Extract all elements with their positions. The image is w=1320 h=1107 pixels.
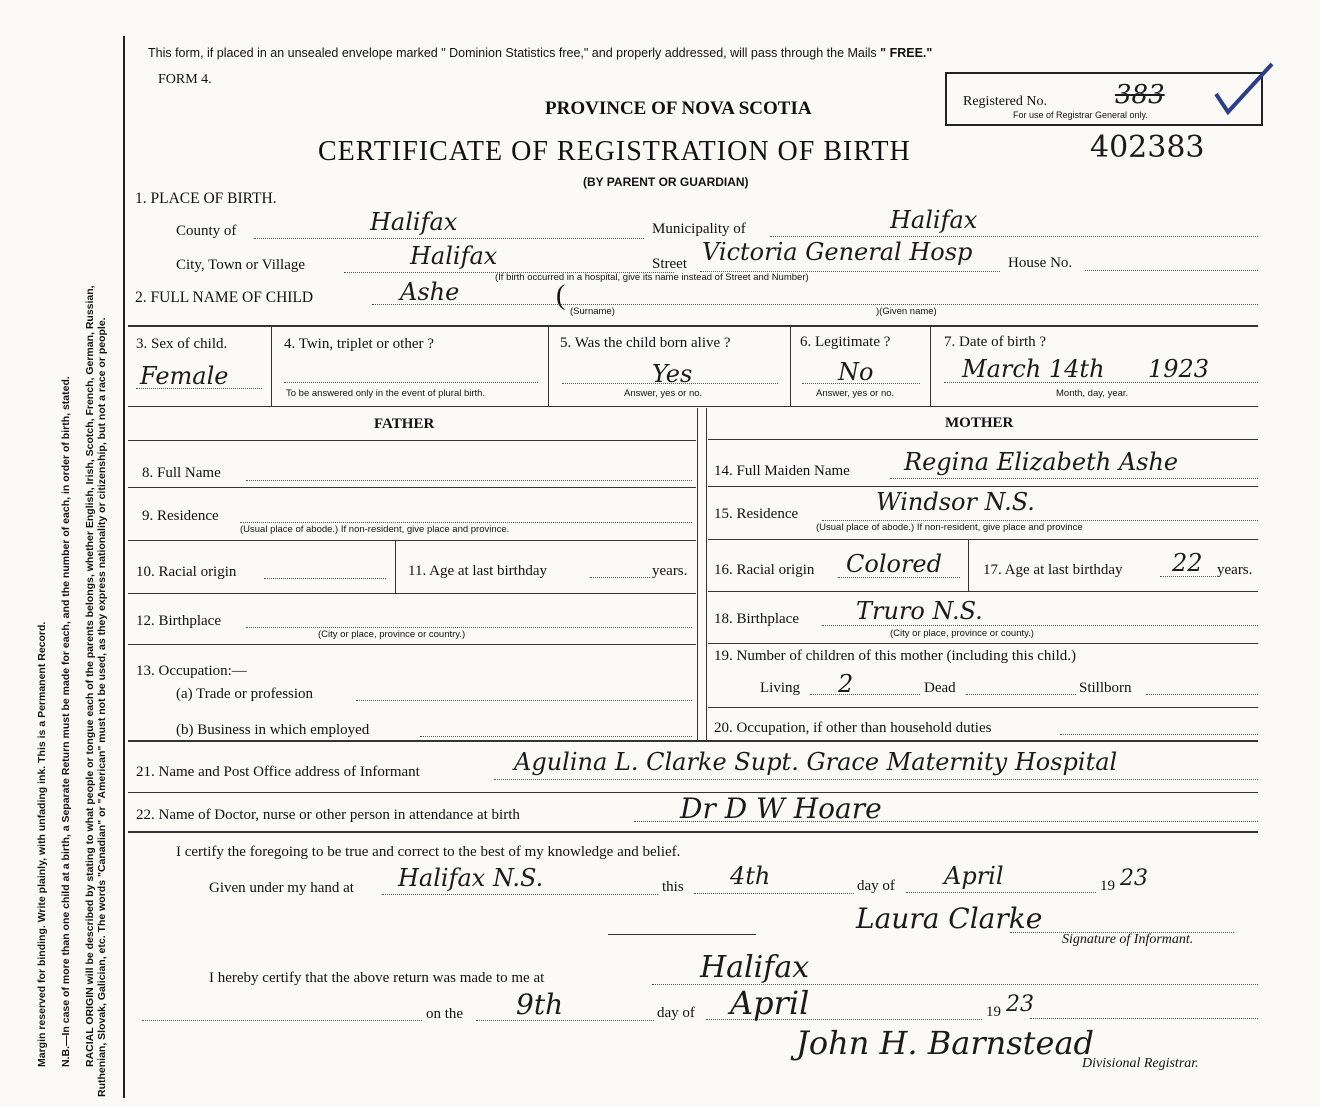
signature-rule [608, 934, 756, 935]
registered-value: 383 [1115, 80, 1165, 110]
county-label: County of [176, 223, 237, 239]
mother-age-value: 22 [1172, 549, 1203, 577]
year-prefix: 19 [1100, 878, 1115, 894]
margin-note-3: RACIAL ORIGIN will be described by stating to what people or tongue each of the parents belongs, whether English, Irish, Scotch, French, German, Russian, [84, 285, 96, 1067]
registrar-place: Halifax [700, 950, 810, 985]
doctor-label: 22. Name of Doctor, nurse or other person in attendance at birth [136, 807, 520, 823]
reg-year: 23 [1006, 992, 1034, 1017]
certificate-number: 402383 [1090, 130, 1205, 165]
dob-year: 1923 [1148, 355, 1210, 383]
col-div-parents-a [697, 408, 698, 740]
certificate-title: CERTIFICATE OF REGISTRATION OF BIRTH [318, 136, 911, 167]
father-residence-note: (Usual place of abode.) If non-resident, give place and province. [240, 524, 510, 535]
col-div-3 [790, 327, 791, 406]
municipality-line [770, 236, 1258, 237]
mother-birthplace-line [822, 625, 1258, 626]
mother-stillborn-line [1146, 694, 1258, 695]
province-heading: PROVINCE OF NOVA SCOTIA [545, 98, 812, 119]
this-label: this [662, 879, 684, 895]
house-line [1085, 270, 1258, 271]
month-line [906, 892, 1096, 893]
mother-occupation-label: 20. Occupation, if other than household duties [714, 720, 992, 736]
rule-m-2 [708, 486, 1258, 487]
mother-residence-line [822, 520, 1258, 521]
year-value: 23 [1120, 866, 1148, 891]
mother-birthplace-value: Truro N.S. [856, 597, 983, 625]
reg-year-line [1030, 1018, 1258, 1019]
col-div-4 [930, 327, 931, 406]
father-birthplace-line [246, 627, 692, 628]
father-age-label: 11. Age at last birthday [408, 563, 547, 579]
mother-dead-label: Dead [924, 680, 956, 696]
col-div-1 [271, 327, 272, 406]
rule-bottom-row [128, 406, 1258, 407]
mother-name-line [890, 478, 1258, 479]
father-occupation-label: 13. Occupation:— [136, 663, 247, 679]
county-line [254, 238, 644, 239]
street-note: (If birth occurred in a hospital, give its name instead of Street and Number) [495, 272, 809, 283]
child-name-line [372, 304, 1258, 305]
twin-label: 4. Twin, triplet or other ? [284, 336, 434, 352]
registrar-signature: John H. Barnstead [796, 1024, 1095, 1062]
col-div-parents-b [706, 408, 707, 740]
mother-name-value: Regina Elizabeth Ashe [904, 448, 1179, 476]
surname-note: (Surname) [570, 306, 615, 317]
rule-f-3 [128, 540, 696, 541]
mother-racial-label: 16. Racial origin [714, 562, 815, 578]
day-value: 4th [730, 862, 771, 890]
certificate-subtitle: (BY PARENT OR GUARDIAN) [583, 175, 749, 189]
given-label: Given under my hand at [209, 880, 354, 896]
day-line [694, 893, 854, 894]
month-value: April [944, 862, 1004, 890]
mother-residence-label: 15. Residence [714, 506, 799, 522]
legit-note: Answer, yes or no. [816, 388, 895, 399]
on-the-label: on the [426, 1006, 464, 1022]
alive-line [562, 383, 778, 384]
informant-line [494, 779, 1258, 780]
dob-note: Month, day, year. [1056, 388, 1129, 399]
mother-heading: MOTHER [945, 415, 1014, 431]
mother-birthplace-note: (City or place, province or county.) [890, 628, 1034, 639]
mother-living-value: 2 [838, 670, 854, 698]
registrar-left-line [142, 1020, 422, 1021]
child-name-label: 2. FULL NAME OF CHILD [135, 289, 314, 306]
father-name-label: 8. Full Name [142, 465, 221, 481]
informant-label: 21. Name and Post Office address of Informant [136, 764, 420, 780]
municipality-label: Municipality of [652, 221, 746, 237]
sex-line [136, 388, 262, 389]
sex-label: 3. Sex of child. [136, 336, 228, 352]
father-residence-label: 9. Residence [142, 508, 219, 524]
house-label: House No. [1008, 255, 1073, 271]
margin-note-1: Margin reserved for binding. Write plainly, with unfading ink. This is a Permanent Record. [36, 621, 48, 1067]
form-number: FORM 4. [158, 72, 212, 87]
legit-label: 6. Legitimate ? [800, 334, 891, 350]
father-racial-label: 10. Racial origin [136, 564, 237, 580]
father-heading: FATHER [374, 416, 435, 432]
col-div-age-f [395, 541, 396, 593]
mother-living-label: Living [760, 680, 800, 696]
col-div-2 [548, 327, 549, 406]
mother-residence-value: Windsor N.S. [876, 488, 1035, 516]
rule-f-1 [128, 440, 696, 441]
legit-line [802, 383, 920, 384]
col-div-age-m [968, 540, 969, 591]
mother-birthplace-label: 18. Birthplace [714, 611, 799, 627]
mother-age-unit: years. [1217, 562, 1253, 578]
father-business-label: (b) Business in which employed [176, 722, 370, 738]
given-place-line [382, 894, 658, 895]
alive-value: Yes [652, 360, 693, 388]
father-age-unit: years. [652, 563, 688, 579]
reg-day: 9th [516, 988, 564, 1021]
municipality-value: Halifax [890, 206, 978, 234]
informant-signature: Laura Clarke [856, 902, 1043, 935]
day-of-label: day of [857, 878, 895, 894]
county-value: Halifax [370, 208, 458, 236]
father-age-line [590, 577, 650, 578]
father-business-line [420, 736, 692, 737]
dob-value: March 14th [962, 355, 1105, 383]
twin-line [284, 382, 538, 383]
dob-line [944, 382, 1258, 383]
city-label: City, Town or Village [176, 257, 306, 273]
father-racial-line [264, 578, 386, 579]
registrar-label: Divisional Registrar. [1082, 1056, 1199, 1071]
mail-note: This form, if placed in an unsealed envelope marked " Dominion Statistics free," and properly addressed, will pass through the Mails " FREE." [148, 46, 933, 60]
street-value: Victoria General Hosp [702, 238, 973, 266]
mother-residence-note: (Usual place of abode.) If non-resident, give place and province [816, 522, 1083, 533]
rule-f-6 [128, 740, 1258, 742]
margin-note-2: N.B.—In case of more than one child at a birth, a Separate Return must be made for each, and the number of each, in order of birth, stated. [60, 376, 72, 1067]
rule-f-5 [128, 644, 696, 645]
reg-day-line [476, 1020, 654, 1021]
sex-value: Female [140, 362, 229, 390]
registered-label: Registered No. [963, 94, 1047, 109]
father-birthplace-note: (City or place, province or country.) [318, 629, 466, 640]
certify-text: I certify the foregoing to be true and correct to the best of my knowledge and belief. [176, 844, 681, 860]
binding-line [123, 36, 125, 1098]
check-mark-icon [1210, 60, 1280, 120]
rule-top-row [128, 325, 1258, 327]
informant-value: Agulina L. Clarke Supt. Grace Maternity Hospital [514, 748, 1118, 776]
signature-label: Signature of Informant. [1062, 932, 1194, 947]
given-name-note: )(Given name) [876, 306, 937, 317]
rule-doctor [128, 831, 1258, 833]
rule-f-2 [128, 487, 696, 488]
reg-month: April [730, 984, 810, 1022]
mother-racial-value: Colored [846, 550, 942, 578]
father-trade-label: (a) Trade or profession [176, 686, 314, 702]
mother-age-label: 17. Age at last birthday [983, 562, 1123, 578]
mother-stillborn-label: Stillborn [1079, 680, 1132, 696]
rule-m-3 [708, 539, 1258, 540]
reg-year-prefix: 19 [986, 1004, 1001, 1020]
mother-living-line [810, 694, 920, 695]
rule-m-4 [708, 591, 1258, 592]
rule-m-6 [708, 707, 1258, 708]
registrar-note: For use of Registrar General only. [1013, 110, 1148, 120]
alive-label: 5. Was the child born alive ? [560, 335, 731, 351]
mother-occupation-line [1060, 734, 1258, 735]
father-name-line [246, 480, 692, 481]
rule-m-5 [708, 643, 1258, 644]
child-surname-value: Ashe [400, 278, 460, 306]
given-place: Halifax N.S. [398, 864, 544, 892]
doctor-value: Dr D W Hoare [680, 792, 882, 825]
mother-name-label: 14. Full Maiden Name [714, 463, 850, 479]
name-bracket-left: ( [556, 280, 566, 311]
reg-day-of: day of [657, 1005, 695, 1021]
place-heading: 1. PLACE OF BIRTH. [135, 190, 277, 207]
city-value: Halifax [410, 242, 498, 270]
father-trade-line [356, 700, 692, 701]
rule-f-4 [128, 593, 696, 594]
street-label: Street [652, 256, 687, 272]
legit-value: No [838, 358, 874, 386]
father-birthplace-label: 12. Birthplace [136, 613, 221, 629]
dob-label: 7. Date of birth ? [944, 334, 1047, 350]
alive-note: Answer, yes or no. [624, 388, 703, 399]
rule-m-1 [708, 439, 1258, 440]
mother-dead-line [966, 694, 1076, 695]
margin-note-4: Ruthenian, Slovak, Galician, etc. The words "Canadian" or "American" must not be used, as they express nationality or citizenship, but not a race or people. [96, 317, 108, 1097]
mother-children-label: 19. Number of children of this mother (including this child.) [714, 648, 1077, 664]
registrar-text: I hereby certify that the above return was made to me at [209, 970, 545, 986]
father-residence-line [240, 522, 692, 523]
twin-note: To be answered only in the event of plural birth. [286, 388, 486, 399]
